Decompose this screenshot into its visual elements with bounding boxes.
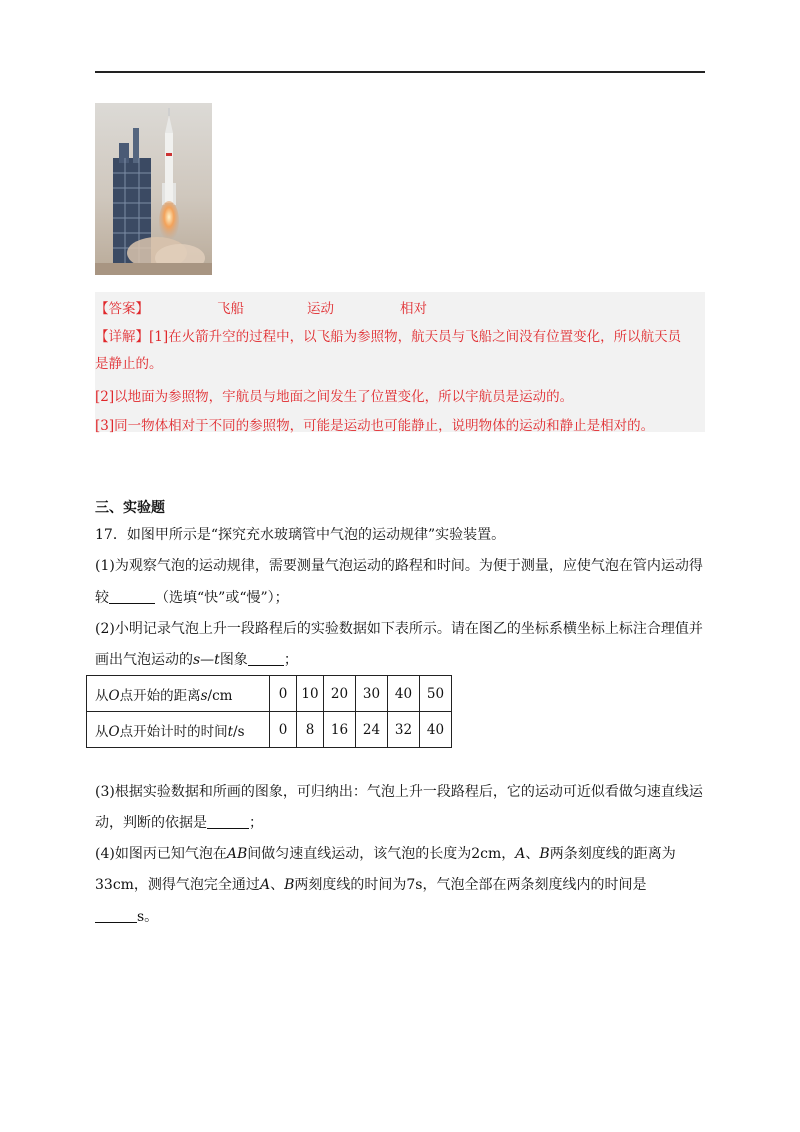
- table-row: [87, 676, 452, 712]
- answer-blank-1: 飞船: [217, 301, 244, 317]
- row-label-time: 从O点开始计时的时间t/s: [87, 712, 270, 748]
- rocket-launch-photo: [95, 103, 212, 275]
- table-cell: 32: [388, 712, 420, 748]
- part3-line2: [95, 812, 263, 832]
- part3-line1: (3)根据实验数据和所画的图象，可归纳出：气泡上升一段路程后，它的运动可近似看做匀速直线运: [95, 784, 703, 800]
- part2-text-b: 图象: [219, 652, 248, 668]
- part1-text-a: 较: [95, 590, 109, 606]
- table-cell: 10: [297, 676, 324, 712]
- table-cell: 16: [324, 712, 356, 748]
- part4-line1: (4)如图丙已知气泡在AB间做匀速直线运动，该气泡的长度为2cm，A、B两条刻度线的距离为: [95, 846, 676, 862]
- table-cell: 20: [324, 676, 356, 712]
- part1-line2: [95, 587, 289, 607]
- part2-line1: (2)小明记录气泡上升一段路程后的实验数据如下表所示。请在图乙的坐标系横坐标上标注合理值并: [95, 621, 703, 637]
- table-cell: 40: [420, 712, 452, 748]
- answer-blank[interactable]: [248, 652, 284, 666]
- detail-line-1: 【详解】[1]在火箭升空的过程中，以飞船为参照物，航天员与飞船之间没有位置变化，所以航天员: [95, 329, 682, 345]
- header-rule: [95, 71, 705, 73]
- table-cell: 50: [420, 676, 452, 712]
- answer-blank-3: 相对: [400, 301, 427, 317]
- detail-line-3: [2]以地面为参照物，宇航员与地面之间发生了位置变化，所以宇航员是运动的。: [95, 389, 574, 405]
- part1-text-b: （选填“快”或“慢”）；: [155, 590, 289, 606]
- detail-line-2: 是静止的。: [95, 356, 163, 372]
- part1-line1: (1)为观察气泡的运动规律，需要测量气泡运动的路程和时间。为便于测量，应使气泡在管内运动得: [95, 558, 703, 574]
- answer-blank[interactable]: [95, 909, 137, 923]
- answer-blank[interactable]: [109, 590, 155, 604]
- part3-text-b: ；: [249, 815, 263, 831]
- section-title: 三、实验题: [95, 500, 165, 516]
- part4-line3: s。: [95, 906, 158, 926]
- table-cell: 40: [388, 676, 420, 712]
- table-row: [87, 712, 452, 748]
- part3-text-a: 动，判断的依据是: [95, 815, 207, 831]
- st-symbol: s—t: [193, 652, 220, 668]
- answer-panel: [95, 292, 705, 432]
- row-label-distance: 从O点开始的距离s/cm: [87, 676, 270, 712]
- table-cell: 30: [356, 676, 388, 712]
- answer-blank[interactable]: [207, 815, 249, 829]
- table-cell: 8: [297, 712, 324, 748]
- part2-text-a: 画出气泡运动的: [95, 652, 193, 668]
- part2-text-c: ；: [283, 652, 298, 668]
- question-intro: 17．如图甲所示是“探究充水玻璃管中气泡的运动规律”实验装置。: [95, 527, 506, 543]
- table-cell: 0: [270, 676, 297, 712]
- part4-line2: 33cm，测得气泡完全通过A、B两刻度线的时间为7s，气泡全部在两条刻度线内的时间是: [95, 877, 647, 893]
- detail-line-4: [3]同一物体相对于不同的参照物，可能是运动也可能静止，说明物体的运动和静止是相对的。: [95, 418, 655, 434]
- part2-line2: [95, 649, 298, 669]
- data-table: [86, 675, 452, 748]
- answer-blank-2: 运动: [307, 301, 334, 317]
- table-cell: 0: [270, 712, 297, 748]
- table-cell: 24: [356, 712, 388, 748]
- answer-tag: 【答案】: [95, 301, 149, 317]
